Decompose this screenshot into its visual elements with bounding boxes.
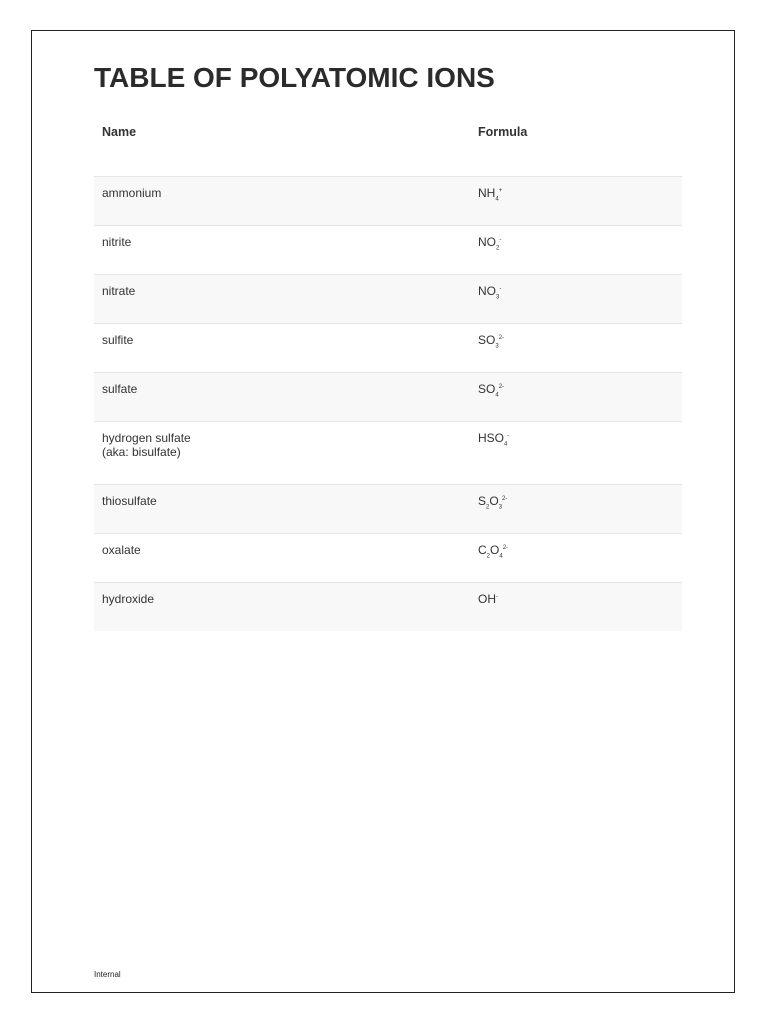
table-row <box>94 534 682 583</box>
formula-charge: - <box>496 594 498 600</box>
ion-name-cell <box>94 226 470 275</box>
ion-name-cell <box>94 373 470 422</box>
ion-name-cell <box>94 275 470 324</box>
table-row <box>94 373 682 422</box>
ion-formula-cell <box>470 373 682 422</box>
formula-element: S <box>478 494 487 508</box>
formula-charge: + <box>498 188 503 194</box>
ion-formula-cell <box>470 534 682 583</box>
ion-name: nitrate <box>102 284 136 298</box>
table-row <box>94 422 682 485</box>
formula-element: O <box>489 494 499 508</box>
ion-formula-cell <box>470 226 682 275</box>
header-row <box>94 115 682 177</box>
formula-charge: - <box>507 433 510 439</box>
formula-charge: - <box>499 237 502 243</box>
formula-charge: 2- <box>498 384 505 390</box>
column-header-name: Name <box>94 115 470 177</box>
ion-name: ammonium <box>102 186 162 200</box>
table-row <box>94 177 682 226</box>
formula-subscript: 3 <box>496 294 500 301</box>
formula-charge: 2- <box>502 496 508 502</box>
formula-element: NO <box>478 235 496 249</box>
ion-name: thiosulfate <box>102 494 157 508</box>
ion-name: hydroxide <box>102 592 155 606</box>
ion-name: sulfate <box>102 382 138 396</box>
table-row <box>94 485 682 534</box>
formula-subscript: 4 <box>495 392 499 399</box>
ion-formula-cell <box>470 422 682 485</box>
ion-name: oxalate <box>102 543 141 557</box>
table-header <box>94 115 682 177</box>
ion-name: nitrite <box>102 235 132 249</box>
formula-subscript: 2 <box>486 553 491 560</box>
ion-name-cell <box>94 324 470 373</box>
ion-name-cell <box>94 583 470 632</box>
formula-element: C <box>478 543 487 557</box>
formula-subscript: 4 <box>499 553 503 560</box>
table-row <box>94 275 682 324</box>
ion-formula-cell <box>470 324 682 373</box>
table-body <box>94 177 682 632</box>
polyatomic-ions-table <box>94 115 682 631</box>
formula-subscript: 3 <box>498 504 503 511</box>
ion-formula-cell <box>470 485 682 534</box>
ion-alt-name: (aka: bisulfate) <box>102 445 181 459</box>
formula-charge: 2- <box>498 335 505 341</box>
table-row <box>94 226 682 275</box>
formula-subscript: 2 <box>496 245 500 252</box>
page-title: TABLE OF POLYATOMIC IONS <box>94 62 495 93</box>
table-row <box>94 324 682 373</box>
ion-name-cell <box>94 485 470 534</box>
formula-element: O <box>490 543 500 557</box>
formula-charge: 2- <box>502 545 509 551</box>
formula-subscript: 4 <box>495 196 499 203</box>
column-header-formula: Formula <box>470 115 682 177</box>
ion-formula-cell <box>470 275 682 324</box>
ion-formula-cell <box>470 583 682 632</box>
formula-subscript: 2 <box>486 504 490 511</box>
ion-name-cell <box>94 534 470 583</box>
ion-name-cell <box>94 177 470 226</box>
formula-element: SO <box>478 333 496 347</box>
formula-subscript: 4 <box>504 441 508 448</box>
ion-name: hydrogen sulfate <box>102 431 191 445</box>
formula-element: SO <box>478 382 496 396</box>
formula-element: NH <box>478 186 496 200</box>
ion-name-cell <box>94 422 470 485</box>
ion-formula-cell <box>470 177 682 226</box>
formula-element: HSO <box>478 431 505 445</box>
ion-name: sulfite <box>102 333 134 347</box>
classification-label: Internal <box>94 970 121 979</box>
formula-subscript: 3 <box>495 343 499 350</box>
formula-element: OH <box>478 592 496 606</box>
formula-element: NO <box>478 284 496 298</box>
table-row <box>94 583 682 632</box>
document-page <box>31 30 735 993</box>
formula-charge: - <box>499 286 502 292</box>
